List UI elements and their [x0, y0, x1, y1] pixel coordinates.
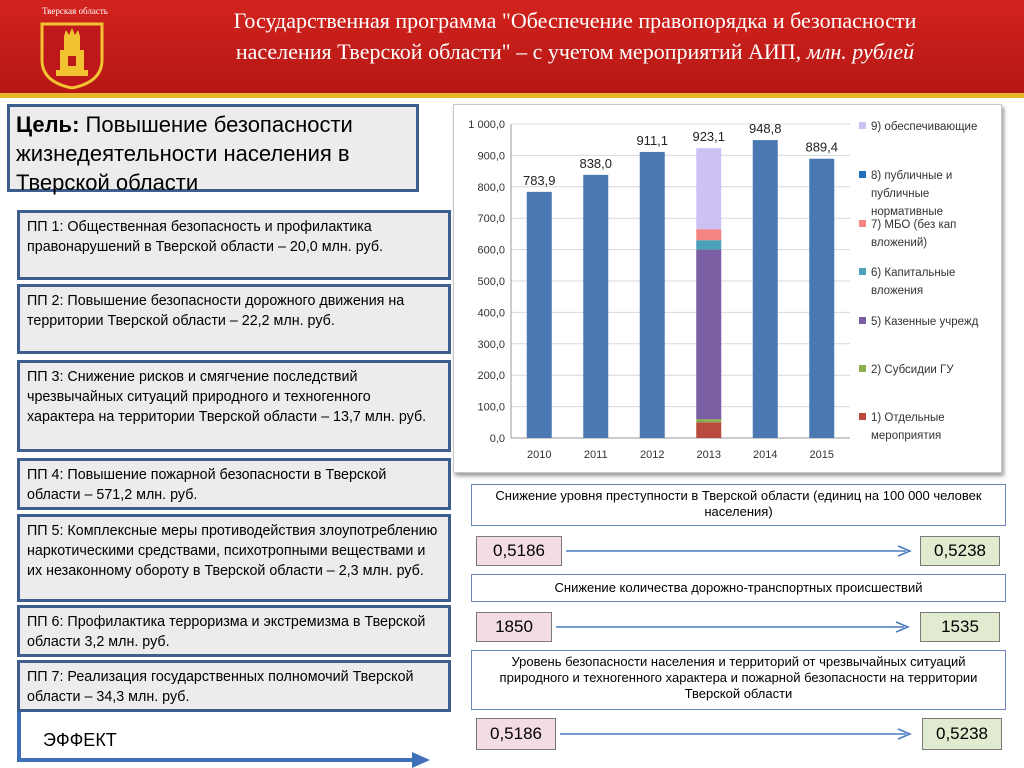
legend-swatch [859, 122, 866, 129]
x-tick-label: 2012 [640, 449, 665, 461]
subprogram-1: ПП 1: Общественная безопасность и профилактика правонарушений в Тверской области – 20,0 млн. руб. [17, 210, 451, 280]
title-line-2: населения Тверской области" – с учетом мероприятий АИП, [235, 39, 802, 64]
y-tick-label: 500,0 [477, 276, 505, 288]
bar-2011 [583, 175, 608, 438]
data-label: 911,1 [636, 132, 669, 148]
x-tick-label: 2015 [809, 449, 834, 461]
indicator-3-title: Уровень безопасности населения и территорий от чрезвычайных ситуаций природного и техногенного характера и пожарной безопасности на территории Тверской области [471, 650, 1006, 710]
goal-label: Цель: [16, 112, 80, 137]
y-tick-label: 400,0 [477, 307, 505, 320]
indicator-3-arrow [560, 726, 918, 742]
x-tick-label: 2010 [527, 449, 552, 461]
legend-label: 8) публичные и публичные нормативные [871, 170, 953, 218]
indicator-1-title: Снижение уровня преступности в Тверской области (единиц на 100 000 человек населения) [471, 484, 1006, 526]
y-tick-label: 600,0 [477, 244, 505, 257]
bar-segment-2013 [696, 148, 721, 229]
data-label: 923,1 [692, 129, 726, 145]
bar-2010 [527, 192, 552, 438]
bar-segment-2013 [696, 229, 721, 240]
subprogram-5: ПП 5: Комплексные меры противодействия злоупотреблению наркотическими средствами, психотропными веществами и их незаконному обороту в Тверской области – 2,3 млн. руб. [17, 514, 451, 602]
indicator-3-from: 0,5186 [476, 718, 556, 750]
indicator-2-arrow [556, 619, 916, 635]
subprogram-3: ПП 3: Снижение рисков и смягчение последствий чрезвычайных ситуаций природного и техногенного характера на территории Тверской области – 13,7 млн. руб. [17, 360, 451, 452]
y-tick-label: 200,0 [477, 370, 505, 383]
indicator-3-to: 0,5238 [922, 718, 1002, 750]
y-tick-label: 700,0 [477, 213, 505, 226]
legend-swatch [859, 413, 866, 420]
indicator-1-to: 0,5238 [920, 536, 1000, 566]
goal-text: Повышение безопасности жизнедеятельности населения в Тверской области [16, 112, 353, 195]
indicator-1-arrow [566, 543, 918, 559]
data-label: 948,8 [748, 121, 782, 137]
y-tick-label: 900,0 [477, 150, 505, 163]
bar-segment-2013 [696, 419, 721, 422]
legend-swatch [859, 317, 866, 324]
indicator-2-from: 1850 [476, 612, 552, 642]
bar-segment-2013 [696, 422, 721, 438]
y-tick-label: 800,0 [477, 181, 505, 194]
legend-swatch [859, 220, 866, 227]
legend-label: 1) Отдельные мероприятия [871, 412, 945, 442]
indicator-2-to: 1535 [920, 612, 1000, 642]
header-accent-strip [0, 93, 1024, 98]
indicator-1-from: 0,5186 [476, 536, 562, 566]
data-label: 889,4 [805, 139, 839, 155]
goal-box [7, 104, 419, 195]
indicator-2-title: Снижение количества дорожно-транспортных происшествий [471, 574, 1006, 602]
effect-label: ЭФФЕКТ [43, 730, 117, 750]
legend-label: 6) Капитальные вложения [871, 267, 956, 297]
legend-swatch [859, 268, 866, 275]
subprogram-4: ПП 4: Повышение пожарной безопасности в Тверской области – 571,2 млн. руб. [17, 458, 451, 510]
region-label: Тверская область [42, 6, 108, 16]
legend-label: 9) обеспечивающие [871, 121, 978, 133]
legend-swatch [859, 171, 866, 178]
subprogram-6: ПП 6: Профилактика терроризма и экстремизма в Тверской области 3,2 млн. руб. [17, 605, 451, 657]
legend-swatch [859, 365, 866, 372]
subprogram-2: ПП 2: Повышение безопасности дорожного движения на территории Тверской области – 22,2 млн. руб. [17, 284, 451, 354]
bar-2014 [753, 140, 778, 438]
x-tick-label: 2011 [583, 449, 608, 461]
x-tick-label: 2013 [696, 449, 721, 461]
y-tick-label: 0,0 [489, 433, 505, 445]
legend-label: 7) МБО (без кап вложений) [871, 219, 957, 249]
legend-label: 5) Казенные учрежд [871, 316, 979, 328]
bar-2015 [809, 159, 834, 438]
y-tick-label: 100,0 [477, 401, 505, 414]
y-tick-label: 1 000,0 [468, 119, 505, 131]
bar-segment-2013 [696, 250, 721, 420]
page-title [160, 5, 990, 67]
budget-chart [453, 104, 1002, 473]
legend-label: 2) Субсидии ГУ [871, 364, 954, 376]
title-line-1: Государственная программа "Обеспечение правопорядка и безопасности [233, 8, 917, 33]
bar-2012 [640, 152, 665, 438]
subprogram-7: ПП 7: Реализация государственных полномочий Тверской области – 34,3 млн. руб. [17, 660, 451, 712]
y-tick-label: 300,0 [477, 338, 505, 351]
data-label: 838,0 [579, 155, 613, 171]
title-unit: млн. рублей [806, 39, 915, 64]
data-label: 783,9 [522, 172, 556, 188]
x-tick-label: 2014 [753, 449, 778, 461]
budget-chart-svg [454, 105, 1001, 472]
coat-of-arms-icon [38, 20, 106, 90]
bar-segment-2013 [696, 240, 721, 249]
